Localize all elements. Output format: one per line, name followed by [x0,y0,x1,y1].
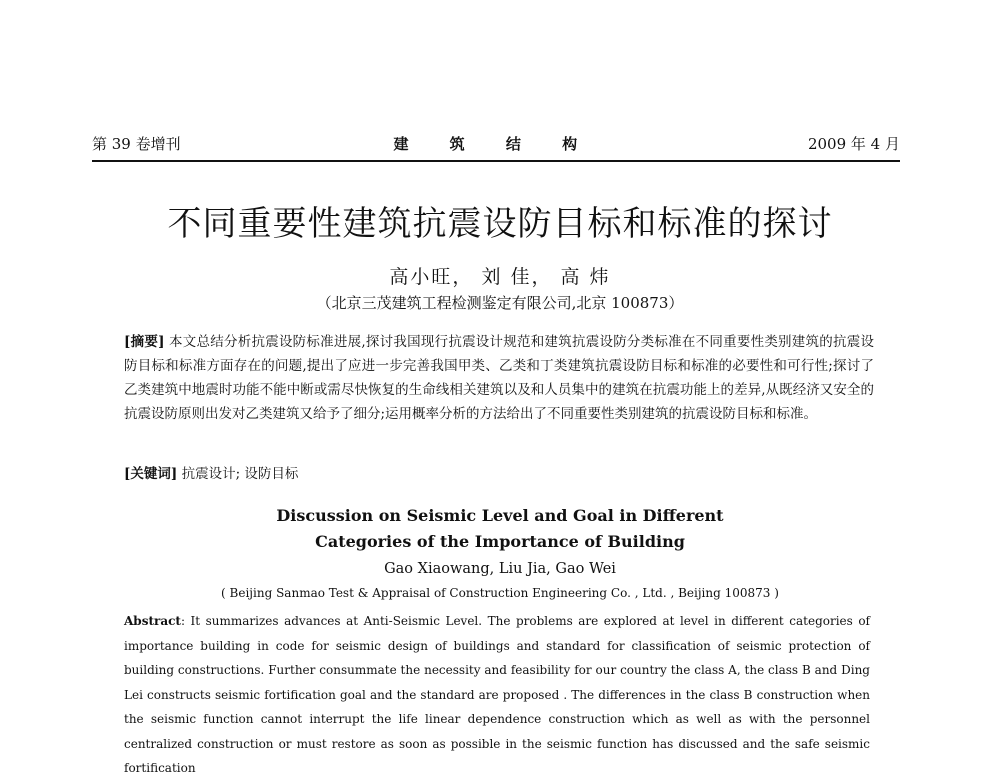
journal-name: 建 筑 结 构 [393,134,596,153]
abstract-cn-label: [摘要] [124,334,165,350]
abstract-cn [124,330,874,426]
running-header [92,130,900,156]
keywords-cn [124,462,298,482]
header-divider [92,160,900,162]
abstract-en-text: : It summarizes advances at Anti-Seismic Level. The problems are explored at level in different categories of importance building in code for seismic design of buildings and standard for classification of seismic protection of building constructions. Further consummate the necessity and feasibility for our country the class A, the class B and Ding Lei constructs seismic fortification goal and the standard are proposed . The differences in the class B construction when the seismic function cannot interrupt the life linear dependence construction which as well as with the personnel centralized construction or must restore as soon as possible in the seismic function has discussed and the safe seismic fortification [124,614,870,775]
journal-volume: 第 39 卷增刊 [92,134,181,153]
affiliation-cn: （北京三茂建筑工程检测鉴定有限公司,北京 100873） [316,294,684,312]
keywords-cn-text: 抗震设计; 设防目标 [181,466,299,482]
authors-en: Gao Xiaowang, Liu Jia, Gao Wei [384,561,616,577]
affiliation-en: ( Beijing Sanmao Test & Appraisal of Construction Engineering Co. , Ltd. , Beijing 100873 ) [221,586,779,600]
abstract-en [124,609,870,781]
authors-cn: 高小旺， 刘 佳， 高 炜 [389,266,611,288]
abstract-en-label: Abstract [124,614,181,628]
keywords-cn-label: [关键词] [124,466,178,482]
paper-title-en-line2: Categories of the Importance of Building [315,532,685,551]
issue-date: 2009 年 4 月 [807,134,900,153]
paper-title-en-line1: Discussion on Seismic Level and Goal in Different [276,506,724,525]
paper-title-en [0,503,1000,555]
abstract-cn-text: 本文总结分析抗震设防标准进展,探讨我国现行抗震设计规范和建筑抗震设防分类标准在不同重要性类别建筑的抗震设防目标和标准方面存在的问题,提出了应进一步完善我国甲类、乙类和丁类建筑抗震设防目标和标准的必要性和可行性;探讨了乙类建筑中地震时功能不能中断或需尽快恢复的生命线相关建筑以及和人员集中的建筑在抗震功能上的差异,从既经济又安全的抗震设防原则出发对乙类建筑又给予了细分;运用概率分析的方法给出了不同重要性类别建筑的抗震设防目标和标准。 [124,334,874,422]
paper-title-cn: 不同重要性建筑抗震设防目标和标准的探讨 [167,204,833,244]
